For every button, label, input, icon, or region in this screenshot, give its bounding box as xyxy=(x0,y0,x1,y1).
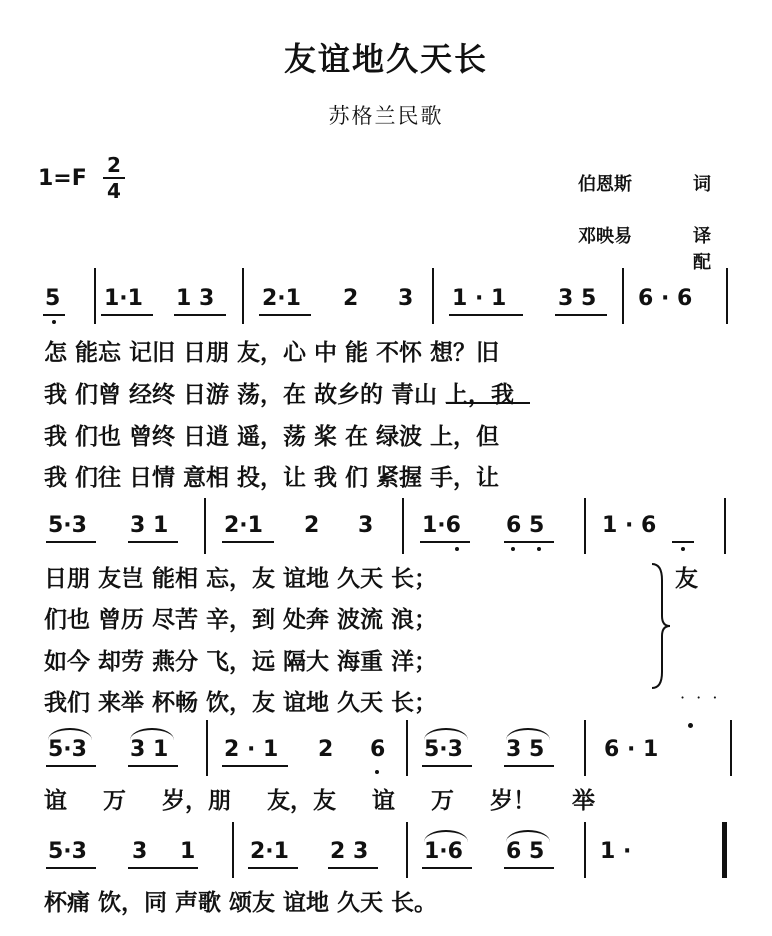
note: 2 xyxy=(304,513,320,538)
note: 2 3 xyxy=(330,839,369,864)
note: 2·1 xyxy=(224,513,263,538)
note: 6 · 6 xyxy=(638,286,693,311)
underline xyxy=(420,541,470,543)
underline xyxy=(672,541,694,543)
note: 5·3 xyxy=(48,839,87,864)
high-octave-dot xyxy=(688,723,693,728)
underline xyxy=(328,867,378,869)
note: 2 xyxy=(318,737,334,762)
underline xyxy=(259,314,311,316)
underline xyxy=(46,867,96,869)
lyric-line: 怎 能忘 记旧 日朋 友，心 中 能 不怀 想？旧 xyxy=(44,339,500,366)
verse-brace xyxy=(648,560,672,692)
note: 5·3 xyxy=(48,513,87,538)
barline xyxy=(584,498,586,554)
note: 3 5 xyxy=(558,286,597,311)
underline xyxy=(101,314,153,316)
barline xyxy=(406,822,408,878)
underline xyxy=(43,314,65,316)
credit-role: 词 xyxy=(693,174,711,195)
note: 6 5 xyxy=(506,513,545,538)
time-signature xyxy=(103,154,125,202)
underline xyxy=(128,541,178,543)
note: 2 xyxy=(343,286,359,311)
note: 6 5 xyxy=(506,839,545,864)
meter-top: 2 xyxy=(107,153,121,177)
underline xyxy=(46,765,96,767)
low-octave-dot xyxy=(455,547,459,551)
note: 6 · 1 xyxy=(604,737,659,762)
lyric-line: 杯痛 饮，同 声歌 颂友 谊地 久天 长。 xyxy=(44,889,438,916)
note: 1 · 6 xyxy=(602,513,657,538)
meter-bottom: 4 xyxy=(107,179,121,203)
barline xyxy=(622,268,624,324)
lyric-line: 谊 万 岁，朋 友，友 谊 万 岁！ 举 xyxy=(44,787,596,814)
underline xyxy=(174,314,226,316)
lyric-line: 我 们曾 经终 日游 荡，在 故乡的 青山 上，我 xyxy=(44,381,515,408)
lyric-underline xyxy=(446,402,530,404)
note: 1·1 xyxy=(104,286,143,311)
note: 2·1 xyxy=(262,286,301,311)
credit-translator xyxy=(578,222,711,273)
barline xyxy=(232,822,234,878)
song-subtitle: 苏格兰民歌 xyxy=(328,104,444,128)
underline xyxy=(248,867,298,869)
note: 5 xyxy=(45,286,61,311)
low-octave-dot xyxy=(375,770,379,774)
barline xyxy=(94,268,96,324)
refrain-start: 友 xyxy=(675,565,698,592)
note: 3 1 xyxy=(130,737,169,762)
credit-role: 译配 xyxy=(693,226,711,273)
note: 3 xyxy=(398,286,414,311)
barline xyxy=(206,720,208,776)
underline xyxy=(128,867,198,869)
barline xyxy=(584,822,586,878)
low-octave-dot xyxy=(537,547,541,551)
credit-lyricist xyxy=(578,170,711,196)
lyric-line: 我们 来举 杯畅 饮，友 谊地 久天 长； xyxy=(44,689,438,716)
note: 2 · 1 xyxy=(224,737,279,762)
note: 1 · 1 xyxy=(452,286,507,311)
underline xyxy=(422,867,472,869)
note: 1 3 xyxy=(176,286,215,311)
underline xyxy=(504,765,554,767)
note: 1 xyxy=(180,839,196,864)
barline xyxy=(730,720,732,776)
underline xyxy=(128,765,178,767)
underline xyxy=(422,765,472,767)
final-barline xyxy=(722,822,727,878)
barline xyxy=(402,498,404,554)
underline xyxy=(504,541,554,543)
note: 3 xyxy=(358,513,374,538)
low-octave-dot xyxy=(511,547,515,551)
underline xyxy=(222,765,288,767)
lyric-line: 如今 却劳 燕分 飞，远 隔大 海重 洋； xyxy=(44,648,438,675)
note: 3 1 xyxy=(130,513,169,538)
underline xyxy=(504,867,554,869)
barline xyxy=(726,268,728,324)
lyric-line: 日朋 友岂 能相 忘，友 谊地 久天 长； xyxy=(44,565,438,592)
low-octave-dot xyxy=(52,320,56,324)
lyric-line: 我 们也 曾终 日逍 遥，荡 桨 在 绿波 上，但 xyxy=(44,423,500,450)
lyric-line: 我 们往 日情 意相 投，让 我 们 紧握 手，让 xyxy=(44,464,500,491)
note: 1·6 xyxy=(422,513,461,538)
underline xyxy=(46,541,96,543)
song-title: 友谊地久天长 xyxy=(283,40,488,78)
barline xyxy=(432,268,434,324)
note: 2·1 xyxy=(250,839,289,864)
low-octave-dot xyxy=(681,547,685,551)
note: 1 · xyxy=(600,839,632,864)
credit-name: 邓映易 xyxy=(578,226,632,247)
lyric-line: 们也 曾历 尽苦 辛，到 处奔 波流 浪； xyxy=(44,606,438,633)
key-signature: 1=F xyxy=(38,166,87,191)
note: 6 xyxy=(370,737,386,762)
credit-name: 伯恩斯 xyxy=(578,174,632,195)
underline xyxy=(555,314,607,316)
underline xyxy=(449,314,523,316)
note: 3 5 xyxy=(506,737,545,762)
underline xyxy=(222,541,274,543)
barline xyxy=(204,498,206,554)
barline xyxy=(406,720,408,776)
barline xyxy=(724,498,726,554)
note: 1·6 xyxy=(424,839,463,864)
ellipsis-marks: · · · xyxy=(680,688,721,707)
note: 5·3 xyxy=(48,737,87,762)
note: 3 xyxy=(132,839,148,864)
note: 5·3 xyxy=(424,737,463,762)
barline xyxy=(584,720,586,776)
barline xyxy=(242,268,244,324)
